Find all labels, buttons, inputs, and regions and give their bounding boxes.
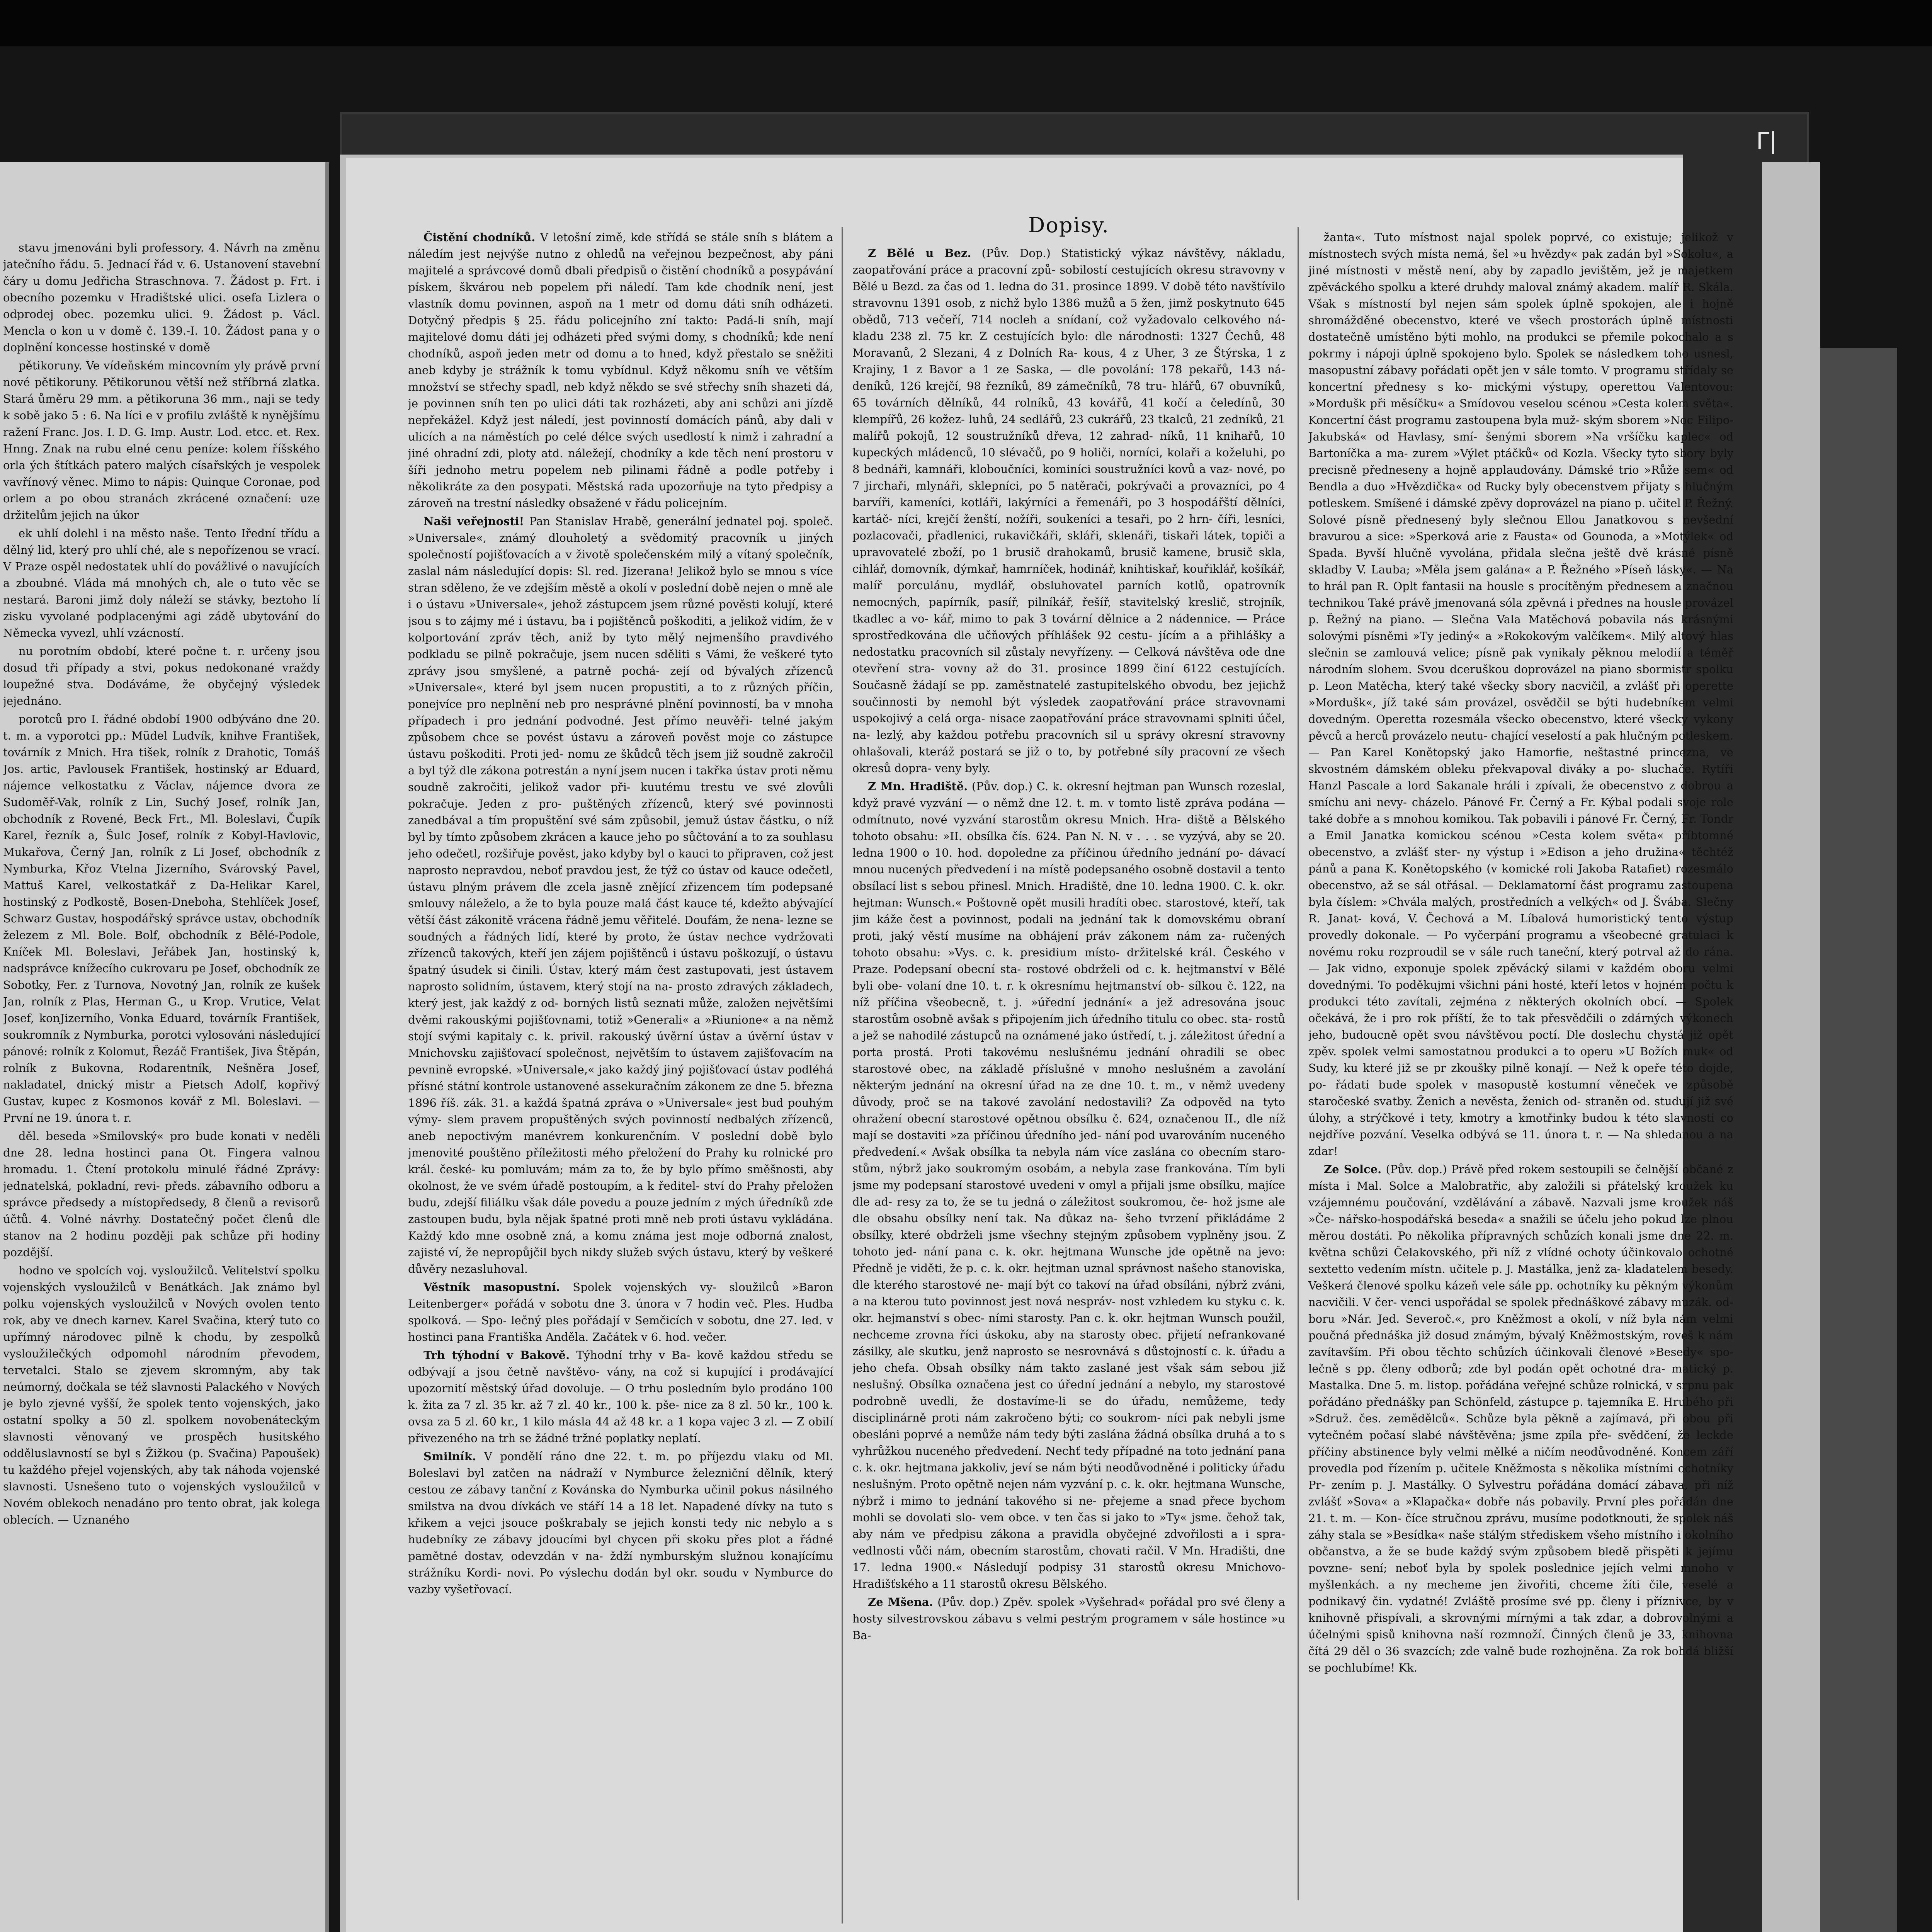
left-page-fragment xyxy=(0,162,329,1932)
article-heading: Trh týhodní v Bakově. xyxy=(423,1349,570,1362)
left-fragment-5: porotců pro I. řádné období 1900 odbýváno dne 20. t. m. a vyporotci pp.: Müdel Ludvík, knihve František, továrník z Mnich. Hra tišek, rolník z Drahotic, Tomáš Jos. artic, Pavlousek František, hostinský ar Eduard, nájemce velkostatku z Václav, nájemce dvora ze Sudoměř-Vak, rolník z Lin, Suchý Josef, rolník Jan, obchodník z Rovené, Beck Frt., Ml. Boleslavi, Čupík Karel, řezník a, Šulc Josef, rolník z Kobyl-Havlovic, Mukařova, Černý Jan, rolník z Li Josef, obchodník z Nymburka, Křoz Vtelna Jizerního, Svárovský Pavel, Mattuš Karel, velkostatkář z Da-Helikar Karel, hostinský z Podkostě, Bosen-Dneboha, Stehlíček Josef, Schwarz Gustav, hospodářský správce ustav, obchodník železem z Ml. Bole. Bolf, obchodník z Bělé-Podole, Kníček Ml. Boleslavi, Jeřábek Jan, hostinský k, nadsprávce knížecího cukrovaru pe Josef, obchodník ze Sobotky, Fer. z Turnova, Novotný Jan, rolník ze kušek Jan, rolník z Plas, Herman G., u Krop. Vrutice, Velat Josef, konJizerního, Vonka Eduard, továrník František, soukromník z Nymburka, porotci vylosováni následující pánové: rolník z Kolomut, Řezáč František, Jiva Štěpán, rolník z Bukovna, Rodarentník, Nešněra Josef, nakladatel, dnický mistr a Pietsch Adolf, kopřivý Gustav, kupec z Kosmonos kovář z Ml. Boleslavi. — První ne 19. února t. r. xyxy=(3,713,320,1124)
column-1 xyxy=(408,229,833,1922)
article-ze-solce xyxy=(1308,1161,1733,1676)
article-smilnik xyxy=(408,1448,833,1598)
column-3 xyxy=(1308,229,1733,1794)
newspaper-page xyxy=(340,155,1733,1932)
column-rule xyxy=(842,227,843,1923)
article-text: Týhodní trhy v Ba- kově každou středu se odbývají a jsou četně navštěvo- vány, na což si kupující i prodávající upozornití městský úřad dovoluje. — O trhu posledním bylo prodáno 100 k. žita za 7 zl. 35 kr. až 7 zl. 40 kr., 100 k. pše- nice za 8 zl. 50 kr., 100 k. ovsa za 5 zl. 60 kr., 1 kilo másla 44 až 48 kr. a 1 kopa vajec 3 zl. — Z obilí přivezeného na trh se žádné tržné poplatky neplatí. xyxy=(408,1349,833,1445)
film-corner-mark: Γ| xyxy=(1756,128,1777,155)
left-fragment-2: pětikoruny. Ve vídeňském mincovním yly právě první nové pětikoruny. Pětikorunou větší než stříbrná zlatka. Stará ůměru 29 mm. a pětikoruna 36 mm., naji se tedy k sobě jako 5 : 6. Na líci e v profilu zvláště k nynějšímu ražení Franc. Jos. I. D. G. Imp. Austr. Lod. etcc. et. Rex. Hnng. Znak na rubu elné cenu peníze: kolem říšského orla ých štítkách patero malých císařských je vespolek vavřínový věnec. Mimo to nápis: Quinque Coronae, pod orlem a po obou stranách zkrácené označení: uze držitelům jejich na úkor xyxy=(3,359,320,522)
article-nasi-verejnosti xyxy=(408,513,833,1277)
article-ze-msena-continued xyxy=(1308,229,1733,1160)
article-z-bele xyxy=(852,245,1285,777)
article-text: (Pův. dop.) Zpěv. spolek »Vyšehrad« pořádal pro své členy a hosty silvestrovskou zábavu s velmi pestrým programem v sále hostince »u Ba- xyxy=(852,1595,1285,1642)
left-fragment-1: stavu jmenováni byli professory. 4. Návrh na změnu jatečního řádu. 5. Jednací řád v. 6. Ustanovení stavební čáry u domu Jedřicha Straschnova. 7. Žádost p. Frt. i obecního pozemku v Hradištské ulici. osefa Lizlera o odprodej obec. pozemku ulici. 9. Žádost p. Václ. Mencla o kon u v domě č. 139.-I. 10. Žádost pana y o doplnění koncesse hostinské v domě xyxy=(3,241,320,354)
column-rule xyxy=(1298,227,1299,1900)
article-heading: Z Mn. Hradiště. xyxy=(868,780,968,793)
article-heading: Z Bělé u Bez. xyxy=(868,247,971,260)
article-heading: Ze Mšena. xyxy=(868,1595,933,1609)
article-text: V pondělí ráno dne 22. t. m. po příjezdu vlaku od Ml. Boleslavi byl zatčen na nádraží v Nymburce železniční dělník, který cestou ze zábavy tanční z Kovánska do Nymburka učinil pokus násilného smilstva na dvou dívkách ve stáří 14 a 18 let. Napadené dívky na tuto s křikem a vejci jsouce poškrabaly se jejich konsti tedy nic nebylo a s hudebníky ze zábavy jdoucími byl chycen při skoku přes plot a řádné pamětné dostav, odevzdán v na- ždží nymburským služnou konajícímu strážníku Kordi- novi. Po výslechu dodán byl okr. soudu v Nymburce do vazby vyšetřovací. xyxy=(408,1450,833,1596)
article-text: V letošní zimě, kde střídá se stále sníh s blátem a náledím jest nejvýše nutno z ohledů na veřejnou bezpečnost, aby páni majitelé a správcové domů dbali předpisů o čistění chodníků a posypávání pískem, škvárou neb popelem při náledí. Tam kde chodník není, jest vlastník domu povinnen, aspoň na 1 metr od domu dáti sníh odházeti. Dotyčný předpis § 25. řádu policejního zní takto: Padá-li sníh, mají majitelové domu dáti jej odházeti před svými domy, s chodníků; kde není chodníků, aspoň jeden metr od domu a to hned, když přestalo se sněžiti aneb kdyby je strážník k tomu vybídnul. Když někomu sníh ve větším množství se střechy spadl, neb když někdo se své střechy sníh shazeti dá, je povinnen sníh ten po ulici dáti tak rozházeti, aby ani schůzi ani jízdě nepřekážel. Když jest náledí, jest povinností domácích pánů, aby dali v ulicích a na náměstích po celé délce svých usedlostí k nimž i zahradní a jiné ohradní zdi, ploty atd. náležejí, chodníky a kde těch není prostoru v šíři jednoho metru popelem neb pilinami řádně a podle potřeby i několikráte za den posypati. Městská rada upozorňuje na tyto předpisy a zároveň na trestní následky obsažené v řádu policejním. xyxy=(408,231,833,510)
article-heading: Naši veřejnosti! xyxy=(423,515,524,528)
article-heading: Ze Solce. xyxy=(1324,1163,1382,1176)
article-text: (Pův. Dop.) Statistický výkaz návštěvy, nákladu, zaopatřování práce a pracovní způ- sobilostí cestujících okresu stravovny v Bělé u Bezd. za čas od 1. ledna do 31. prosince 1899. V době této navštívilo stravovnu 1391 osob, z nichž bylo 1386 mužů a 5 žen, jimž poskytnuto 645 obědů, 713 večeří, 714 nocleh a snídaní, což vyžadovalo celkového ná- kladu 238 zl. 75 kr. Z cestujících bylo: dle národnosti: 1327 Čechů, 48 Moravanů, 2 Slezani, 4 z Dolních Ra- kous, 4 z Uher, 3 ze Štýrska, 1 z Krajiny, 1 z Bavor a 1 ze Saska, — dle povolání: 178 pekařů, 143 ná- deníků, 126 krejčí, 98 řezníků, 89 zámečníků, 78 tru- hlářů, 67 obuvníků, 65 továrních dělníků, 44 rolníků, 43 kovářů, 41 kočí a čeledínů, 30 klempířů, 26 kožez- luhů, 24 sedlářů, 23 cukrářů, 23 tkalců, 21 zedníků, 21 malířů pokojů, 12 soustružníků dřeva, 12 zahrad- níků, 11 knihařů, 10 kupeckých mládenců, 10 slévačů, po 9 holiči, norníci, kolaři a koželuhi, po 8 bednáři, kamnáři, kloboučníci, kominíci soustružníci kovů a vaz- nové, po 7 jirchaři, mlynáři, sklepníci, po 5 natěrači, pokrývači a provazníci, po 4 barvíři, kameníci, kotláři, lakýrníci a řemenáři, po 3 hospodářští dělníci, kartáč- níci, krejčí ženští, nožíři, soukeníci a tesaři, po 2 hrn- číři, lesníci, pozlacovači, přadlenici, rukavičkáři, skláři, sklenáři, tiskaři látek, topiči a upravovatelé zboží, po 1 brusič drahokamů, brusič kamene, brusič skla, cihlář, domovník, dýmkař, hamrníček, hodinář, knihtiskař, kouřiklář, košíkář, malíř porculánu, mydlář, obsluhovatel parních kotlů, opatrovník nemocných, papírník, pasíř, pilníkář, řešíř, stavitelský kreslič, strojník, tkadlec a vo- kář, mimo to pak 3 tovární dělnice a 2 nádennice. — Práce sprostředkována dle učňových příhlášek 92 cestu- jícím a a přihlášky a nedostatku pracovních sil zůstaly nevyřízeny. — Celková návštěva ode dne otevření stra- vovny až do 31. prosince 1899 činí 6122 cestujících. Současně žádají se pp. zaměstnatelé zastupitelského obvodu, bez jejichž součinnosti by nemohl být výsledek zaopatřování práce stravovnami uspokojivý a celá orga- nisace zaopatřování práce stravovnami splniti účel, na- lezlý, aby každou potřebu pracovních sil u správy okresní stravovny ohlašovali, kteráž postará se již o to, by potřebné síly pracovní ze všech okresů dopra- veny byly. xyxy=(852,247,1285,775)
article-text: (Pův. dop.) C. k. okresní hejtman pan Wunsch rozeslal, když pravé vyzvání — o němž dne 12. t. m. v tomto listě zpráva podána — odmítnuto, nové vyzvání starostům okresu Mnich. Hra- diště a Bělského tohoto obsahu: »II. obsílka čís. 624. Pan N. N. v . . . se vyzývá, aby se 20. ledna 1900 o 10. hod. dopoledne za příčinou úředního jednání po- dávací mnou nucených předvedení i na místě podepsaného osobně dostavil a tento obsílací list s sebou přinesl. Mnich. Hradiště, dne 10. ledna 1900. C. k. okr. hejtman: Wunsch.« Poštovně opět musili hradíti obec. starostové, kteří, tak jim káže čest a povinnost, podali na jednání tak k domovskému obraní proti, jaký věstí musíme na obhájení práv zákonem nám za- ručených tohoto obsahu: »Vys. c. k. presidium místo- držitelské král. Českého v Praze. Podepsaní obecní sta- rostové obdrželi od c. k. hejtmanství v Bělé byli obe- volaní dne 10. t. r. k okresnímu hejtmanství ob- sílkou č. 122, na níž příčina všeobecně, t. j. »úřední jednání« a jež adresována jsouc starostům osobně avšak s připojením jich úředního titulu co obec. sta- rostů a jež se nahodilé zástupců na oznámené jako ústředí, t. j. záležitost úřední a porta prostá. Proti takovému neslušnému jednání ohradili se obec starostové obec, na základě příslušné v mnoho neslušném a zavolání některým jednání na okresní úřad na ze dne 10. t. m., v němž uvedeny důvody, proč se na takové zavolání nedostavili? Za odpověd na tyto ohražení obecní starostové opětnou obsílku č. 624, označenou II., dle níž mají se dostaviti »za příčinou úředního jed- nání pod uvarováním nuceného předvedení.« Avšak obsílka ta nebyla nám více zaslána co obecním staro- stům, nýbrž jako soukromým osobám, a nebyla zase frankována. Tím byli jsme my podepsaní starostové uvedeni v omyl a přijali jsme obsílku, majíce dle ad- resy za to, že se tu jedná o záležitost soukromou, če- hož jsme ale dle obsahu obsílky není tak. Na důkaz na- šeho tvrzení přikládáme 2 obsílky, které obdrželi jsme všechny stejným způsobem vyplněny jsou. Z tohoto jed- nání pana c. k. okr. hejtmana Wunsche jde opětně na jevo: Předně je viděti, že p. c. k. okr. hejtman uznal správnost našeho stanoviska, dle kterého starostové ne- mají být co takoví na úřad obsíláni, nýbrž zváni, a na kterou tuto povinnost jest nová nespráv- nost vzhledem ku styku c. k. okr. hejmanství s obec- ními starosty. Pan c. k. okr. hejtman Wunsch použil, nechceme zrovna říci úskoku, aby na starosty obec. přijetí nefrankované zásilky, ale skutku, jenž naprosto se nesrovnává s důstojností c. k. úřadu a jeho chefa. Obsah obsílky nám takto zaslané jest však sám sebou již neslušný. Obsílka označena jest co úřední jednání a nebylo, my starostové podrobně uvedli, že dostavíme-li se do úřadu, nemůžeme, tedy disciplinárně proti nám zakročeno býti; co soukrom- níci pak nebyli jsme obesláni poprvé a nemůže nám tedy býti zaslána žádná obsílka druhá a to s vyhrůžkou nuceného předvedení. Nechť tedy případné na toto jednání pana c. k. okr. hejtmana jakkoliv, jeví se nám býti neodůvodněné i politicky úřadu neslušným. Proto opětně nejen nám vyzvání p. c. k. okr. hejtmana Wunsche, nýbrž i mimo to jednání takového si ne- přejeme a snad přece bychom mohli se dovolati slo- vem obce. v ten čas si jako to »Ty« jsme. čehož tak, aby nám ve předpisu zákona a pravidla obyčejné zdvořilosti a i spra- vedlnosti vůči nám, obecním starostům, chovati račil. V Mn. Hradišti, dne 17. ledna 1900.« Následují podpisy 31 starostů okresu Mnichovo-Hradišťského a 11 starostů okresu Bělského. xyxy=(852,780,1285,1590)
left-fragment-7: hodno ve spolcích voj. vysloužilců. Velitelství spolku vojenských vysloužilců v Benátkách. Jak známo byl polku vojenských vysloužilců v Nových ovolen tento rok, aby ve dnech karnev. Karel Svačina, který tuto co upřímný národovec pilně k chodu, by zespolků vysloužilečkých odpomohl národním převodem, tervetalci. Stalo se zjevem skromným, aby tak neúmorný, dočkala se též slavnosti Palackého v Nových je bylo zjevné vyšší, že spolek tento vojenských, jako ostatní spolky a 50 zl. spolkem novobenáteckým slavnosti věnovaný ve prospěch husitského odděluslavností se byl s Žižkou (p. Svačina) Papoušek) tu každého přejel vojenských, aby tak náhoda vojenské slavnosti. Usnešeno tuto o vojenských vysloužilců v Novém oblekoch nenadáno pro tento obrat, jak kolega oblecích. — Uznaného xyxy=(3,1264,320,1526)
left-fragment-6: děl. beseda »Smilovský« pro bude konati v neděli dne 28. ledna hostinci pana Ot. Fingera valnou hromadu. 1. Čtení protokolu minulé řádné Zprávy: jednatelská, pokladní, revi- předs. zábavního odboru a správce předsedy a místopředsedy, 8 členů a revisorů účtů. 4. Volné návrhy. Dostatečný počet členů dle stanov na 2 hodinu později pak schůze při hodiny pozdější. xyxy=(3,1129,320,1259)
left-fragment-3: ek uhlí dolehl i na město naše. Tento Iřední třídu a dělný lid, který pro uhlí ché, ale s nepořízenou se vrací. V Praze ospěl nedostatek uhlí do povážlivé o navujících a zboubné. Vláda má mnohých ch, ale o tuto věc se nestará. Baroni jimž doly náleží se stávky, beztoho lí zisku vyvolané podplacenými agi zádě ubytování do Německa vyvezl, uhlí vzácností. xyxy=(3,527,320,639)
article-text: Spolek vojenských vy- sloužilců »Baron Leitenberger« pořádá v sobotu dne 3. února v 7 hodin več. Ples. Hudba spolková. — Spo- lečný ples pořádají v Semčicích v sobotu, dne 27. led. v hostinci pana Františka Anděla. Začátek v 6. hod. večer. xyxy=(408,1281,833,1344)
article-text: Pan Stanislav Hrabě, generální jednatel poj. společ. »Universale«, známý dlouholetý a svědomitý pracovník u jiných společností pojišťovacích a v životě společenském milý a vítaný společník, zaslal nám následující dopis: Sl. red. Jizerana! Jelikož bylo se mnou s více stran sděleno, že ve zdejším městě a okolí v poslední době nejen o mně ale i o ústavu »Universale«, jehož zástupcem jsem různé pověsti kolují, které jsou s to zájmy mé i ústavu, ba i pojištěnců poškoditi, a jelikož vidím, že v kolportování zpráv těch, aniž by tyto mělý nejmenšího pravdivého podkladu se pilně pokračuje, jsem nucen sděliti s Vámi, že veškeré tyto zprávy jsou smyšlené, a patrně pochá- zejí od bývalých zřízenců »Universale«, které byl jsem nucen propustiti, a to z různých příčin, ponejvíce pro neplnění neb pro nesprávné plnění povinností, ba v mnoha případech i pro jednání podvodné. Jest přímo neuvěři- telné jakým způsobem chce se povést ústavu a zároveň pověst moje co zástupce ústavu poškoditi. Proti jed- nomu ze škůdců těch jsem již soudně zakročil a byl týž dle zákona potrestán a nyní jsem nucen i takřka ústav proti němu soudně zakročiti, jelikož vador při- kuutému trestu ve své zlovůli pokračuje. Jeden z pro- puštěných zřízenců, který své povinnosti zanedbával a tím propuštění své sám způsobil, jemuž ústav částku, o níž byl by tímto způsobem zkrácen a kauce jeho po sůčtování a to za souhlasu jeho odečetl, rozšiřuje pověst, jako kdyby byl o kauci to připraven, což jest naprosto nepravdou, neboť pravdou jest, že týž co ústav od kauce odečetl, ústavu plným právem dle zcela jasně znějící zřizencem tím podepsané smlouvy náleželo, a že to byla pouze malá část kauce té, kdežto abývající větší část zákonitě vrácena řádně jemu věřitelé. Doufám, že nena- lezne se soudných a řádných lidí, které by proto, že ústav nechce vydržovati zřízenců takových, kteří jen zájem pojištěnců i ústavu poškozují, o ústavu špatný úsudek si činili. Ústav, který mám čest zastupovati, jest ústavem naprosto solidním, ústavem, který stojí na na- prosto zdravých základech, který jest, jak každý z od- borných listů seznati může, založen největšími dvěmi rakouskými pojišťovnami, totiž »Generali« a »Riunione« a na němž stojí svými kapitaly c. k. privil. rakouský úvěrní ústav a úvěrní ústav v Mnichovsku zajišťovací společnost, největším to ústavem zajišťovacím na pevnině evropské. »Universale,« jako každý jiný pojišťovací ústav podléhá přísné státní kontrole ustanovené assekuračním zákonem ze dne 5. března 1896 říš. zák. 31. a každá špatná zpráva o »Universale« jest bud pouhým výmy- slem pravem propuštěných svých povinností nedbalých zřízenců, aneb nepoctivým manévrem konkurenčním. V poslední době bylo jmenovité pouštěno příležitosti mého přeložení do Prahy ku rolnické pro král. české- ku pomluvám; mám za to, že by bylo přímo směšnosti, aby okolnost, že ve svém úřadě postoupím, a k ředitel- ství do Prahy přeložen budu, zdejší filiálku však dále povedu a pouze jedním z mých úředníků zde zastoupen budu, byla nějak špatné proti mně neb proti ústavu vykládána. Každý kdo mne osobně zná, a komu známa jest moje odborná znalost, zajisté ví, že nepropůjčil bych nikdy služeb svých ústavu, který by veškeré důvěry nezasluhoval. xyxy=(408,515,833,1276)
section-title: Dopisy. xyxy=(1028,213,1109,237)
article-text: (Pův. dop.) Právě před rokem sestoupili se čelnější občané z místa i Mal. Solce a Malobratřic, aby založili si přátelský kroužek ku vzájemnému poučování, vzdělávání a zábavě. Nazvali jsme kroužek náš »Če- nářsko-hospodářská beseda« a snažili se účelu jeho pokud lze plnou měrou dostáti. Po několika přípravných schůzích konali jsme dne 22. m. května schůzi Čelakovského, při níž z vlídné ochoty účinkovalo ochotné sextetto vedením místn. učitele p. J. Mastálka, jenž za- kladatelem besedy. Veškerá členové spolku kázeň vele sále pp. ochotníky ku pěkným výkonům nacvičili. V čer- venci uspořádal se spolek přednáškové zábavy muzák. od- boru »Nár. Jed. Severoč.«, pro Kněžmost a okolí, v níž byla nám velmi poučná přednáška již dosud známým, bývalý Kněžmostským, roveš k nám zavítavším. Při obou těchto schůzích účinkovali členové »Besedy« spo- lečně s pp. členy odborů; zde byl podán opět ochotné dra- matický p. Mastalka. Dne 5. m. listop. pořádána veřejné schůze rolnická, v srpnu pak pořádáno přednášky pan Schönfeld, zástupce p. tajemníka E. Hrubého při »Sdruž. čes. zemědělců«. Schůze byla pěkně a zajímavá, při obou při vytečném počasí slabé návštěvěna; jsme zpíla pře- svědčení, že leckde příčiny abstinence byly velmi mělké a ničím neodůvodněné. Koncem září provedla pod řízením p. učitele Kněžmosta s několika místními ochotníky Pr- zením p. J. Mastálky. O Sylvestru pořádána domácí zábava, při níž zvlášť »Sova« a »Klapačka« dobře nás pobavily. První ples pořádán dne 21. t. m. — Kon- číce stručnou zprávu, musíme podotknouti, že spolek náš záhy stala se »Besídka« naše stálým střediskem všeho místního i okolního občanstva, a že se bude každý svým způsobem bledě přispěti k jejímu povzne- sení; neboť byla by spolek poslednice jejích velmi mnoho v myšlenkách. a ny mecheme jen živořiti, chceme žíti čile, veselé a podnikavý čin. vydatné! Zvláště prosíme své pp. členy i příznivce, by v knihovně přispívali, a skrovnými mírnými a tak zdar, a dobrovolnými a účelnými spisů knihovna naší rozmnoží. Činných členů je 33, knihovna čítá 29 děl o 36 svazcích; zde valně bude rozhojněna. Za rok bohdá bližší se pochlubíme! Kk. xyxy=(1308,1163,1733,1674)
article-text: žanta«. Tuto místnost najal spolek poprvé, co existuje; jelikož v místnostech svých místa nemá, šel »u hvězdy« pak zadán byl »Sokolu«, a jiné místnosti v městě není, aby by zapadlo jevištěm, jež je majetkem zpěváckého spolku a které druhdy maloval známý akadem. malíř R. Skála. Však s místností byl nejen sám spolek úplně spokojen, ale i hojně shromážděné obecenstvo, které ve všech prostorách úplně místnosti dostatečně umístěno býti mohlo, na produkci se přemile pokochalo a s pokrmy i nápoji úplně spokojeno bylo. Spolek se následkem toho usnesl, masopustní zábavy pořádati opět jen v sále tomto. V programu střídaly se koncertní přednesy s ko- mickými výstupy, operettou Valentovou: »Mordušk při měsíčku« a Smídovou veselou scénou »Cesta kolem světa«. Koncertní část programu zastoupena byla muž- ským sborem »Noc Filipo-Jakubská« od Havlasy, smí- šenými sborem »Na vršíčku kaplec« od Bartoníčka a ma- zurem »Výlet ptáčků« od Kozla. Všecky tyto sbory byly precisně předneseny a hojně applaudovány. Dámské trio »Růže sem« od Bendla a duo »Hvězdička« od Rucky byly obecenstvem přijaty s hlučným potleskem. Smíšené i dámské zpěvy doprovázel na piano p. učitel P. Řežný. Solové písně přednesený byly slečnou Ellou Janatkovou s nevšední bravurou a sice: »Sperková arie z Fausta« od Gounoda, a »Motýlek« od Spada. Byvší hlučně vyvolána, přidala slečna ještě dvě krásné písně skladby V. Lauba; »Měla jsem galána« a P. Řežného »Píseň lásky«. — Na to hrál pan R. Oplt fantasii na housle s procítěným přednesem a značnou technikou Také právě jmenovaná sóla zpěvná i přednes na housle provázel p. Řežný na piano. — Slečna Vala Matěchová pobavila nás krásnými solovými písněmi »Ty jediný« a »Rokokovým valčíkem«. Milý altový hlas slečnin se zamlouvá velice; písně pak vynikaly pěknou melodií a téměř národním slohem. Svou dceruškou doprovázel na piano sbormistr spolku p. Leon Matěcha, který také všecky sbory nacvičil, a zvlášť při operette »Mordušk«, jíž také sám provázel, osvědčil se býti hudebníkem velmi dovedným. Operetta rozesmála všecko obecenstvo, které všecky vykony pěvců a herců provázelo neutu- chající veselostí a pak hlučným potleskem. — Pan Karel Konětopský jako Hamorfie, neštastné princezna, ve skvostném dámském obleku překvapoval diváky a po- sluchače. Rytíři Hanzl Pascale a lord Sakanale hráli i zpívali, že obecenstvo z dobrou a smíchu ani nevy- cházelo. Pánové Fr. Černý a Fr. Kýbal podali svoje role také dobře a s mnohou komikou. Tak pobavili i pánové Fr. Černý, Fr. Tondr a Emil Janatka komickou scénou »Cesta kolem světa« příbtomné obecenstvo, a zvlášť ster- ny výstup i »Edison a jeho družina« těchtéž pánů a pana K. Konětopského (v komické roli Jakoba Ratafiet) rozesmálo obecenstvo, až se sál otřásal. — Deklamatorní část programu zastoupena byla číslem: »Chvála malých, prostředních a velkých« od J. Švába. Slečny R. Janat- ková, V. Čechová a M. Líbalová humoristický tento výstup provedly dokonale. — Po vyčerpání programu a všeobecné gratulaci k novému roku rozproudil se v sále ruch taneční, který potrval až do rána. — Jak vidno, exponuje spolek zpěvácký silami v každém oboru velmi dovednými. To poděkujmi všichni páni hosté, kteří letos v hojném počtu k produkci této zavítali, zejména z některých okolních obcí. — Spolek očekává, že i pro rok příští, že to tak přesvědčili o zdárných výkonech jeho, budoucně opět svou návštěvou poctí. Dle doslechu chystá již opět zpěv. spolek velmi samostatnou produkci a to operu »U Božích muk« od Sudy, ku které již se pr zkoušky pilně konají. — Než k opeře této dojde, po- řádati bude spolek v masopustě kostumní věneček ve způsobě staročeské svatby. Ženich a nevěsta, ženich od- straněn od. studují již své úlohy, a strýčkové i tety, kmotry a kmotřinky budou k této slavnosti co nejdříve pozvání. Veselka odbývá se 11. února t. r. — Na shledanou a na zdar! xyxy=(1308,231,1733,1158)
article-z-mn-hradiste xyxy=(852,778,1285,1592)
column-2 xyxy=(852,212,1285,1931)
article-cisteni-chodniku xyxy=(408,229,833,512)
article-heading: Smilník. xyxy=(423,1450,476,1463)
article-vestnik-masopustni xyxy=(408,1279,833,1345)
article-heading: Čistění chodníků. xyxy=(423,231,536,244)
article-trh-tydenni xyxy=(408,1347,833,1447)
left-page-column xyxy=(3,240,320,1932)
article-heading: Věstník masopustní. xyxy=(423,1281,560,1294)
article-ze-msena xyxy=(852,1594,1285,1644)
right-margin-shadow-strip xyxy=(1820,348,1897,1932)
film-edge-top xyxy=(0,0,1932,46)
right-margin-light-strip xyxy=(1762,162,1820,1932)
left-fragment-4: nu porotním období, které počne t. r. určeny jsou dosud tři případy a stvi, pokus nedokonané vraždy loupežné stva. Dodáváme, že obyčejný výsledek jejednáno. xyxy=(3,645,320,707)
